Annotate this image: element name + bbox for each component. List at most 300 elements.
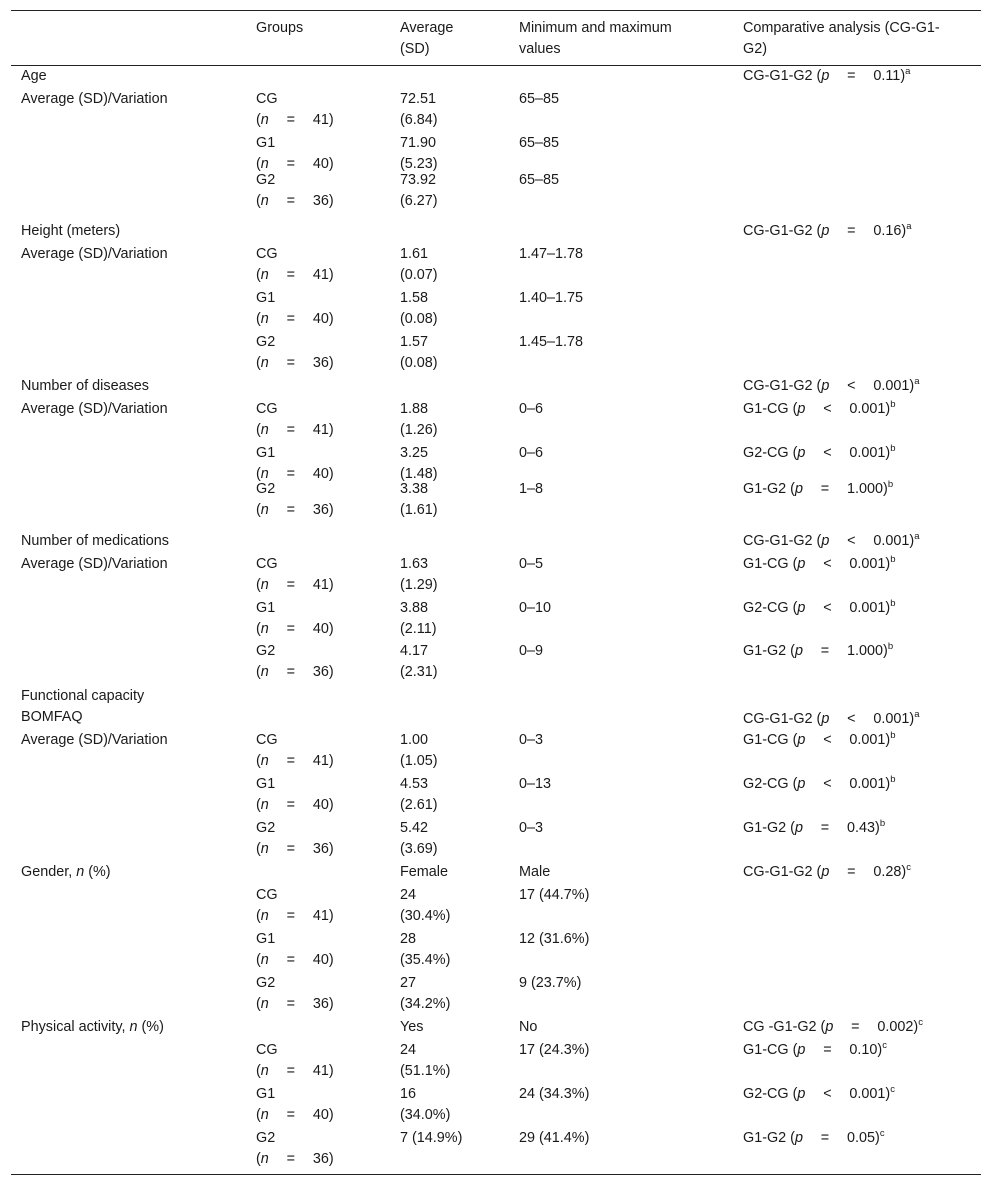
row-label-end: (%) — [84, 864, 111, 880]
row-label — [21, 862, 111, 883]
comparison-prefix: G1-G2 ( — [743, 1130, 795, 1146]
range-cell: 17 (44.7%) — [519, 887, 590, 903]
range-cell: 0–6 — [519, 445, 544, 461]
p-value: 0.43) — [847, 820, 880, 836]
p-value: 0.001) — [873, 533, 915, 549]
group-cell — [256, 973, 334, 1015]
footnote-marker: a — [914, 376, 920, 387]
group-cell — [256, 89, 334, 131]
n-symbol: n — [260, 841, 269, 857]
p-symbol: p — [794, 481, 803, 497]
n-value: 41 — [312, 112, 329, 128]
comparison-operator: = — [847, 223, 856, 239]
group-name: G2 — [256, 975, 276, 991]
p-value: 0.11) — [873, 68, 906, 84]
comparison-operator: = — [847, 864, 856, 880]
equals-sign: = — [286, 193, 296, 209]
average-cell — [400, 973, 450, 1015]
equals-sign: = — [286, 797, 296, 813]
range-cell: 29 (41.4%) — [519, 1130, 590, 1146]
n-symbol: n — [260, 797, 269, 813]
average-sd: (1.26) — [400, 422, 438, 438]
p-symbol: p — [821, 533, 830, 549]
average-value: Yes — [400, 1019, 424, 1035]
p-symbol: p — [825, 1019, 834, 1035]
average-value: 4.17 — [400, 643, 429, 659]
p-value: 0.05) — [847, 1130, 880, 1146]
footnote-marker: b — [879, 818, 886, 829]
comparison-cell — [743, 1040, 887, 1061]
group-n: (n = 40) — [256, 464, 334, 485]
p-symbol: p — [797, 776, 806, 792]
comparison-operator: = — [847, 68, 856, 84]
row-label-line2: BOMFAQ — [21, 709, 83, 725]
average-value: 1.00 — [400, 732, 429, 748]
group-name: CG — [256, 556, 278, 572]
comparison-prefix: G1-CG ( — [743, 1042, 798, 1058]
comparison-prefix: CG-G1-G2 ( — [743, 378, 822, 394]
group-n: (n = 36) — [256, 994, 334, 1015]
row-label-text: Number of diseases — [21, 378, 149, 394]
n-value: 41 — [312, 908, 329, 924]
n-value: 36 — [312, 502, 329, 518]
group-cell — [256, 170, 334, 212]
equals-sign: = — [286, 355, 296, 371]
n-symbol: n — [260, 466, 269, 482]
n-symbol: n — [260, 502, 269, 518]
n-symbol: n — [260, 156, 269, 172]
table-body — [11, 66, 981, 1175]
average-value: 28 — [400, 931, 417, 947]
comparison-prefix: G2-CG ( — [743, 776, 798, 792]
n-value: 40 — [312, 952, 329, 968]
equals-sign: = — [286, 466, 296, 482]
n-symbol: n — [260, 1151, 269, 1167]
n-symbol: n — [260, 621, 269, 637]
group-cell — [256, 1128, 334, 1170]
average-value: 1.57 — [400, 334, 429, 350]
comparison-cell — [743, 399, 896, 420]
group-n: (n = 41) — [256, 1061, 334, 1082]
comparison-cell — [743, 774, 896, 795]
p-value: 0.002) — [877, 1019, 919, 1035]
average-cell — [400, 479, 438, 521]
average-sd: (0.08) — [400, 311, 438, 327]
average-cell — [400, 554, 438, 596]
comparison-operator: = — [820, 481, 830, 497]
comparison-cell — [743, 1017, 923, 1038]
p-value: 0.001) — [849, 732, 891, 748]
average-cell — [400, 170, 438, 212]
group-n: (n = 40) — [256, 154, 334, 175]
average-value: 24 — [400, 887, 417, 903]
group-name: G2 — [256, 643, 276, 659]
equals-sign: = — [286, 1107, 296, 1123]
average-cell — [400, 885, 450, 927]
group-name: G2 — [256, 1130, 276, 1146]
p-value: 0.001) — [849, 445, 891, 461]
row-label — [21, 89, 168, 110]
group-name: G1 — [256, 600, 276, 616]
group-n: (n = 41) — [256, 906, 334, 927]
p-symbol: p — [794, 643, 803, 659]
average-value: 4.53 — [400, 776, 429, 792]
p-symbol: p — [821, 711, 830, 727]
group-name: G1 — [256, 445, 276, 461]
comparison-prefix: G1-CG ( — [743, 732, 798, 748]
group-name: G2 — [256, 334, 276, 350]
row-label-text: Average (SD)/Variation — [21, 246, 168, 262]
average-cell — [400, 332, 438, 374]
comparison-prefix: G2-CG ( — [743, 1086, 798, 1102]
comparison-cell — [743, 730, 896, 751]
comparison-cell — [743, 376, 919, 397]
average-value: 3.25 — [400, 445, 429, 461]
average-sd: (2.61) — [400, 797, 438, 813]
group-n: (n = 40) — [256, 309, 334, 330]
equals-sign: = — [286, 1151, 296, 1167]
p-value: 0.001) — [849, 401, 891, 417]
comparison-operator: = — [851, 1019, 860, 1035]
average-cell — [400, 1017, 423, 1038]
group-n: (n = 40) — [256, 950, 334, 971]
row-label-italic: n — [129, 1019, 138, 1035]
range-cell: 0–3 — [519, 820, 544, 836]
equals-sign: = — [286, 753, 296, 769]
average-sd: (1.29) — [400, 577, 438, 593]
group-name: CG — [256, 887, 278, 903]
row-label — [21, 66, 47, 87]
equals-sign: = — [286, 156, 296, 172]
comparison-prefix: CG -G1-G2 ( — [743, 1019, 826, 1035]
group-n: (n = 40) — [256, 1105, 334, 1126]
comparison-operator: < — [823, 445, 832, 461]
row-label-end: (%) — [137, 1019, 164, 1035]
footnote-marker: b — [890, 730, 896, 741]
row-label-text: Functional capacity — [21, 688, 145, 704]
average-value: 1.58 — [400, 290, 429, 306]
footnote-marker: b — [890, 774, 896, 785]
average-cell — [400, 244, 438, 286]
header-average-sd: Average (SD) — [400, 20, 454, 57]
average-sd: (2.31) — [400, 664, 438, 680]
n-symbol: n — [260, 422, 269, 438]
range-cell: 65–85 — [519, 135, 560, 151]
row-label — [21, 1017, 164, 1038]
comparison-cell — [743, 1084, 895, 1105]
average-sd: (2.11) — [400, 621, 437, 637]
average-sd: (6.84) — [400, 112, 438, 128]
p-value: 0.001) — [873, 378, 915, 394]
average-value: Female — [400, 864, 448, 880]
n-symbol: n — [260, 267, 269, 283]
group-n: (n = 36) — [256, 1149, 334, 1170]
average-cell — [400, 862, 448, 883]
average-sd: (34.0%) — [400, 1107, 451, 1123]
row-label-text: Average (SD)/Variation — [21, 91, 168, 107]
p-value: 0.001) — [849, 600, 891, 616]
p-symbol: p — [797, 600, 806, 616]
n-value: 40 — [312, 466, 329, 482]
n-symbol: n — [260, 112, 269, 128]
p-value: 0.001) — [849, 556, 891, 572]
group-cell — [256, 554, 334, 596]
p-symbol: p — [794, 820, 803, 836]
equals-sign: = — [286, 422, 296, 438]
group-name: G2 — [256, 481, 276, 497]
average-sd: (35.4%) — [400, 952, 451, 968]
row-label — [21, 376, 149, 397]
row-label-text: Gender, — [21, 864, 77, 880]
average-cell — [400, 89, 438, 131]
row-label-text: Number of medications — [21, 533, 169, 549]
comparison-operator: < — [823, 1086, 832, 1102]
comparison-prefix: G1-CG ( — [743, 401, 798, 417]
p-symbol: p — [797, 732, 806, 748]
average-cell — [400, 598, 437, 640]
group-name: CG — [256, 91, 278, 107]
average-value: 27 — [400, 975, 417, 991]
comparison-cell — [743, 598, 896, 619]
comparison-cell — [743, 862, 911, 883]
n-value: 36 — [312, 841, 329, 857]
n-value: 36 — [312, 193, 329, 209]
group-n: (n = 36) — [256, 353, 334, 374]
group-n: (n = 36) — [256, 191, 334, 212]
p-symbol: p — [821, 864, 830, 880]
average-sd: (0.07) — [400, 267, 438, 283]
p-value: 1.000) — [847, 643, 888, 659]
comparison-operator: = — [820, 820, 830, 836]
row-label-text: Physical activity, — [21, 1019, 130, 1035]
range-cell: 0–13 — [519, 776, 552, 792]
comparison-prefix: G1-CG ( — [743, 556, 798, 572]
comparison-operator: < — [823, 556, 832, 572]
footnote-marker: b — [890, 399, 896, 410]
average-cell — [400, 399, 438, 441]
group-n: (n = 40) — [256, 619, 334, 640]
comparison-cell — [743, 479, 893, 500]
range-cell: 12 (31.6%) — [519, 931, 590, 947]
comparison-operator: < — [823, 401, 832, 417]
group-cell — [256, 133, 334, 175]
average-sd: (0.08) — [400, 355, 438, 371]
row-label-text: Average (SD)/Variation — [21, 401, 168, 417]
equals-sign: = — [286, 112, 296, 128]
equals-sign: = — [286, 841, 296, 857]
group-cell — [256, 399, 334, 441]
equals-sign: = — [286, 664, 296, 680]
row-label — [21, 531, 169, 552]
group-name: CG — [256, 246, 278, 262]
p-value: 0.28) — [873, 864, 907, 880]
n-value: 36 — [312, 664, 329, 680]
n-value: 40 — [312, 1107, 329, 1123]
footnote-marker: c — [879, 1128, 885, 1139]
n-symbol: n — [260, 908, 269, 924]
p-value: 0.001) — [849, 776, 891, 792]
average-cell — [400, 1040, 450, 1082]
footnote-marker: a — [906, 221, 912, 232]
range-cell: 1.45–1.78 — [519, 334, 584, 350]
comparison-operator: < — [847, 533, 856, 549]
comparison-operator: < — [823, 776, 832, 792]
group-n: (n = 41) — [256, 751, 334, 772]
average-sd: (1.48) — [400, 466, 438, 482]
p-value: 0.001) — [849, 1086, 891, 1102]
row-label-text: Age — [21, 68, 47, 84]
n-value: 36 — [312, 1151, 329, 1167]
range-cell: 0–6 — [519, 401, 544, 417]
n-symbol: n — [260, 664, 269, 680]
group-cell — [256, 1040, 334, 1082]
comparison-prefix: G2-CG ( — [743, 600, 798, 616]
n-value: 41 — [312, 753, 329, 769]
p-symbol: p — [821, 378, 830, 394]
n-symbol: n — [260, 753, 269, 769]
average-sd: (3.69) — [400, 841, 438, 857]
equals-sign: = — [286, 267, 296, 283]
footnote-marker: b — [890, 598, 896, 609]
table-header — [11, 10, 981, 66]
comparison-operator: < — [823, 600, 832, 616]
comparison-prefix: CG-G1-G2 ( — [743, 533, 822, 549]
p-value: 0.16) — [873, 223, 907, 239]
footnote-marker: b — [887, 479, 894, 490]
average-cell — [400, 818, 438, 860]
group-cell — [256, 288, 334, 330]
group-name: CG — [256, 1042, 278, 1058]
n-value: 41 — [312, 422, 329, 438]
average-cell — [400, 1128, 462, 1149]
range-cell: No — [519, 1019, 538, 1035]
average-cell — [400, 641, 438, 683]
range-cell: 65–85 — [519, 172, 560, 188]
row-label — [21, 244, 168, 265]
footnote-marker: c — [882, 1040, 887, 1051]
average-value: 3.38 — [400, 481, 429, 497]
group-cell — [256, 244, 334, 286]
group-n: (n = 41) — [256, 575, 334, 596]
equals-sign: = — [286, 1063, 296, 1079]
average-sd: (1.61) — [400, 502, 438, 518]
equals-sign: = — [286, 996, 296, 1012]
n-symbol: n — [260, 1107, 269, 1123]
average-value: 71.90 — [400, 135, 437, 151]
footnote-marker: a — [914, 709, 920, 720]
comparison-cell — [743, 1128, 885, 1149]
row-label — [21, 554, 168, 575]
row-label — [21, 686, 144, 728]
n-value: 40 — [312, 797, 329, 813]
group-n: (n = 36) — [256, 662, 334, 683]
group-n: (n = 41) — [256, 420, 334, 441]
footnote-marker: b — [890, 554, 896, 565]
group-cell — [256, 730, 334, 772]
average-cell — [400, 929, 450, 971]
range-cell: 24 (34.3%) — [519, 1086, 590, 1102]
row-label-text: Average (SD)/Variation — [21, 732, 168, 748]
footnote-marker: a — [905, 66, 911, 77]
n-symbol: n — [260, 996, 269, 1012]
average-value: 3.88 — [400, 600, 429, 616]
group-cell — [256, 885, 334, 927]
comparison-cell — [743, 554, 896, 575]
comparison-cell — [743, 221, 911, 242]
group-n: (n = 36) — [256, 839, 334, 860]
n-value: 36 — [312, 996, 329, 1012]
comparison-cell — [743, 641, 893, 662]
comparison-prefix: G1-G2 ( — [743, 643, 795, 659]
average-value: 73.92 — [400, 172, 437, 188]
equals-sign: = — [286, 908, 296, 924]
group-cell — [256, 598, 334, 640]
footnote-marker: c — [906, 862, 911, 873]
range-cell: 1.47–1.78 — [519, 246, 584, 262]
average-value: 5.42 — [400, 820, 429, 836]
group-name: G1 — [256, 1086, 276, 1102]
range-cell: 0–10 — [519, 600, 552, 616]
n-value: 40 — [312, 311, 329, 327]
footnote-marker: c — [918, 1017, 923, 1028]
comparison-operator: = — [820, 1130, 830, 1146]
header-groups: Groups — [256, 20, 304, 36]
average-cell — [400, 288, 438, 330]
average-value: 1.61 — [400, 246, 429, 262]
equals-sign: = — [286, 621, 296, 637]
footnote-marker: b — [887, 641, 894, 652]
header-min-max: Minimum and maximum values — [519, 20, 672, 57]
group-cell — [256, 929, 334, 971]
range-cell: 1.40–1.75 — [519, 290, 584, 306]
n-symbol: n — [260, 1063, 269, 1079]
group-name: G2 — [256, 172, 276, 188]
equals-sign: = — [286, 502, 296, 518]
range-cell: 65–85 — [519, 91, 560, 107]
p-symbol: p — [797, 1086, 806, 1102]
p-value: 1.000) — [847, 481, 888, 497]
comparison-operator: = — [820, 643, 830, 659]
p-symbol: p — [797, 401, 806, 417]
p-symbol: p — [821, 68, 830, 84]
group-name: G1 — [256, 290, 276, 306]
n-symbol: n — [260, 952, 269, 968]
comparison-operator: < — [847, 378, 856, 394]
row-label-text: Average (SD)/Variation — [21, 556, 168, 572]
group-cell — [256, 1084, 334, 1126]
n-value: 40 — [312, 156, 329, 172]
average-value: 1.88 — [400, 401, 429, 417]
comparison-prefix: G1-G2 ( — [743, 820, 795, 836]
p-value: 0.001) — [873, 711, 915, 727]
n-value: 41 — [312, 1063, 329, 1079]
row-label — [21, 730, 168, 751]
footnote-marker: a — [914, 531, 920, 542]
results-table — [11, 10, 981, 1175]
group-name: G2 — [256, 820, 276, 836]
group-cell — [256, 479, 334, 521]
group-n: (n = 41) — [256, 110, 334, 131]
comparison-cell — [743, 709, 919, 730]
header-comparative-analysis: Comparative analysis (CG-G1- G2) — [743, 20, 940, 57]
equals-sign: = — [286, 952, 296, 968]
average-sd: (30.4%) — [400, 908, 451, 924]
n-value: 40 — [312, 621, 329, 637]
average-cell — [400, 1084, 450, 1126]
n-symbol: n — [260, 311, 269, 327]
n-symbol: n — [260, 355, 269, 371]
comparison-prefix: CG-G1-G2 ( — [743, 68, 822, 84]
